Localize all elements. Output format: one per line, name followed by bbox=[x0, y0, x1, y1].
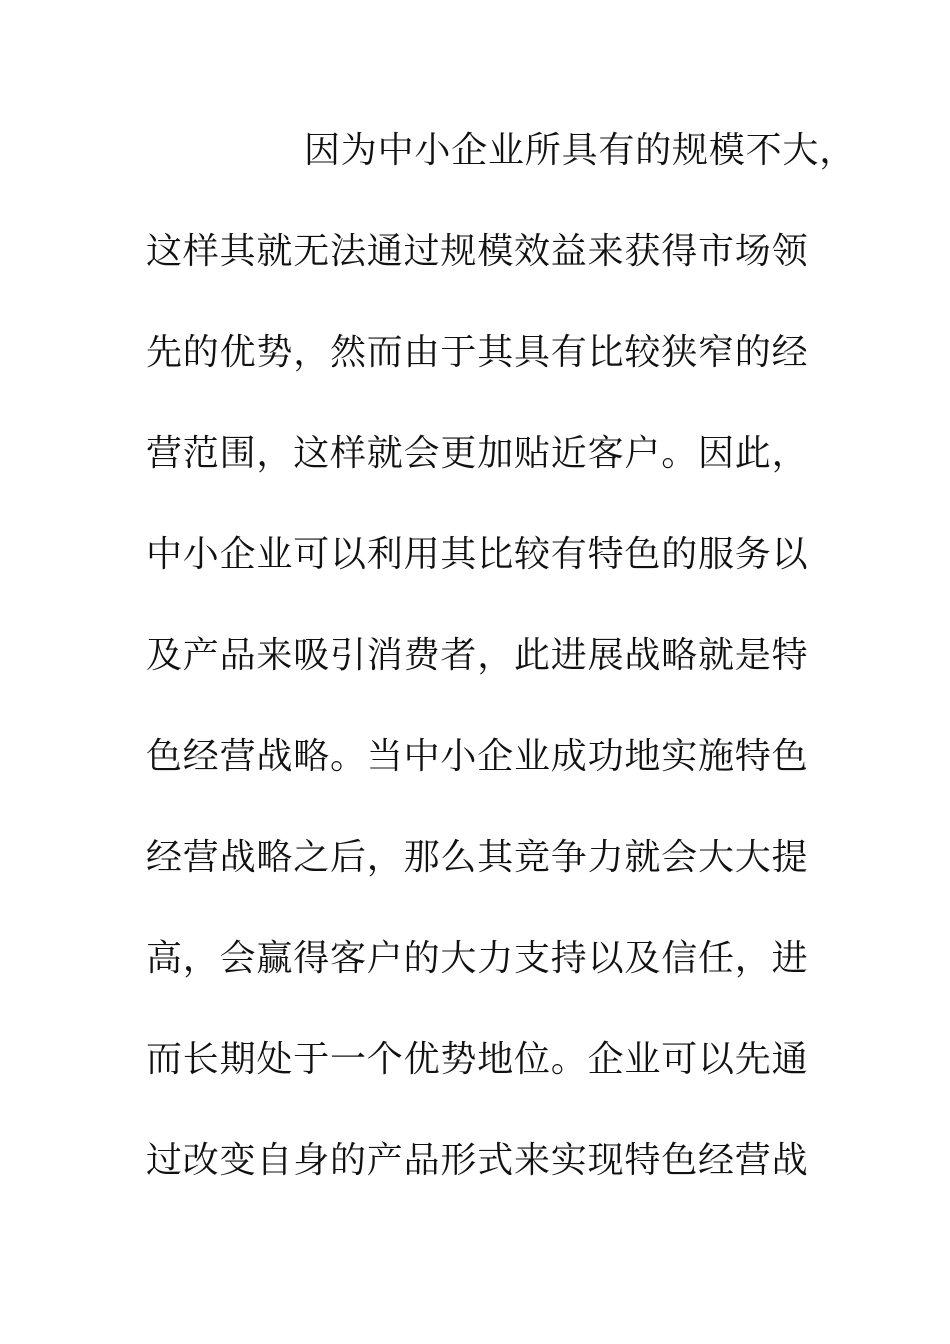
paragraph-line-6: 及产品来吸引消费者，此进展战略就是特 bbox=[146, 635, 809, 676]
paragraph-line-1: 因为中小企业所具有的规模不大， bbox=[304, 130, 857, 171]
paragraph-line-11: 过改变自身的产品形式来实现特色经营战 bbox=[146, 1140, 809, 1181]
paragraph-line-7: 色经营战略。当中小企业成功地实施特色 bbox=[146, 736, 809, 777]
paragraph-line-9: 高，会赢得客户的大力支持以及信任，进 bbox=[146, 938, 809, 979]
paragraph-line-10: 而长期处于一个优势地位。企业可以先通 bbox=[146, 1039, 809, 1080]
paragraph-line-2: 这样其就无法通过规模效益来获得市场领 bbox=[146, 231, 809, 272]
body-paragraph bbox=[146, 122, 857, 1233]
paragraph-line-5: 中小企业可以利用其比较有特色的服务以 bbox=[146, 534, 809, 575]
paragraph-line-3: 先的优势，然而由于其具有比较狭窄的经 bbox=[146, 332, 809, 373]
paragraph-line-8: 经营战略之后，那么其竞争力就会大大提 bbox=[146, 837, 809, 878]
paragraph-line-4: 营范围，这样就会更加贴近客户。因此， bbox=[146, 433, 809, 474]
